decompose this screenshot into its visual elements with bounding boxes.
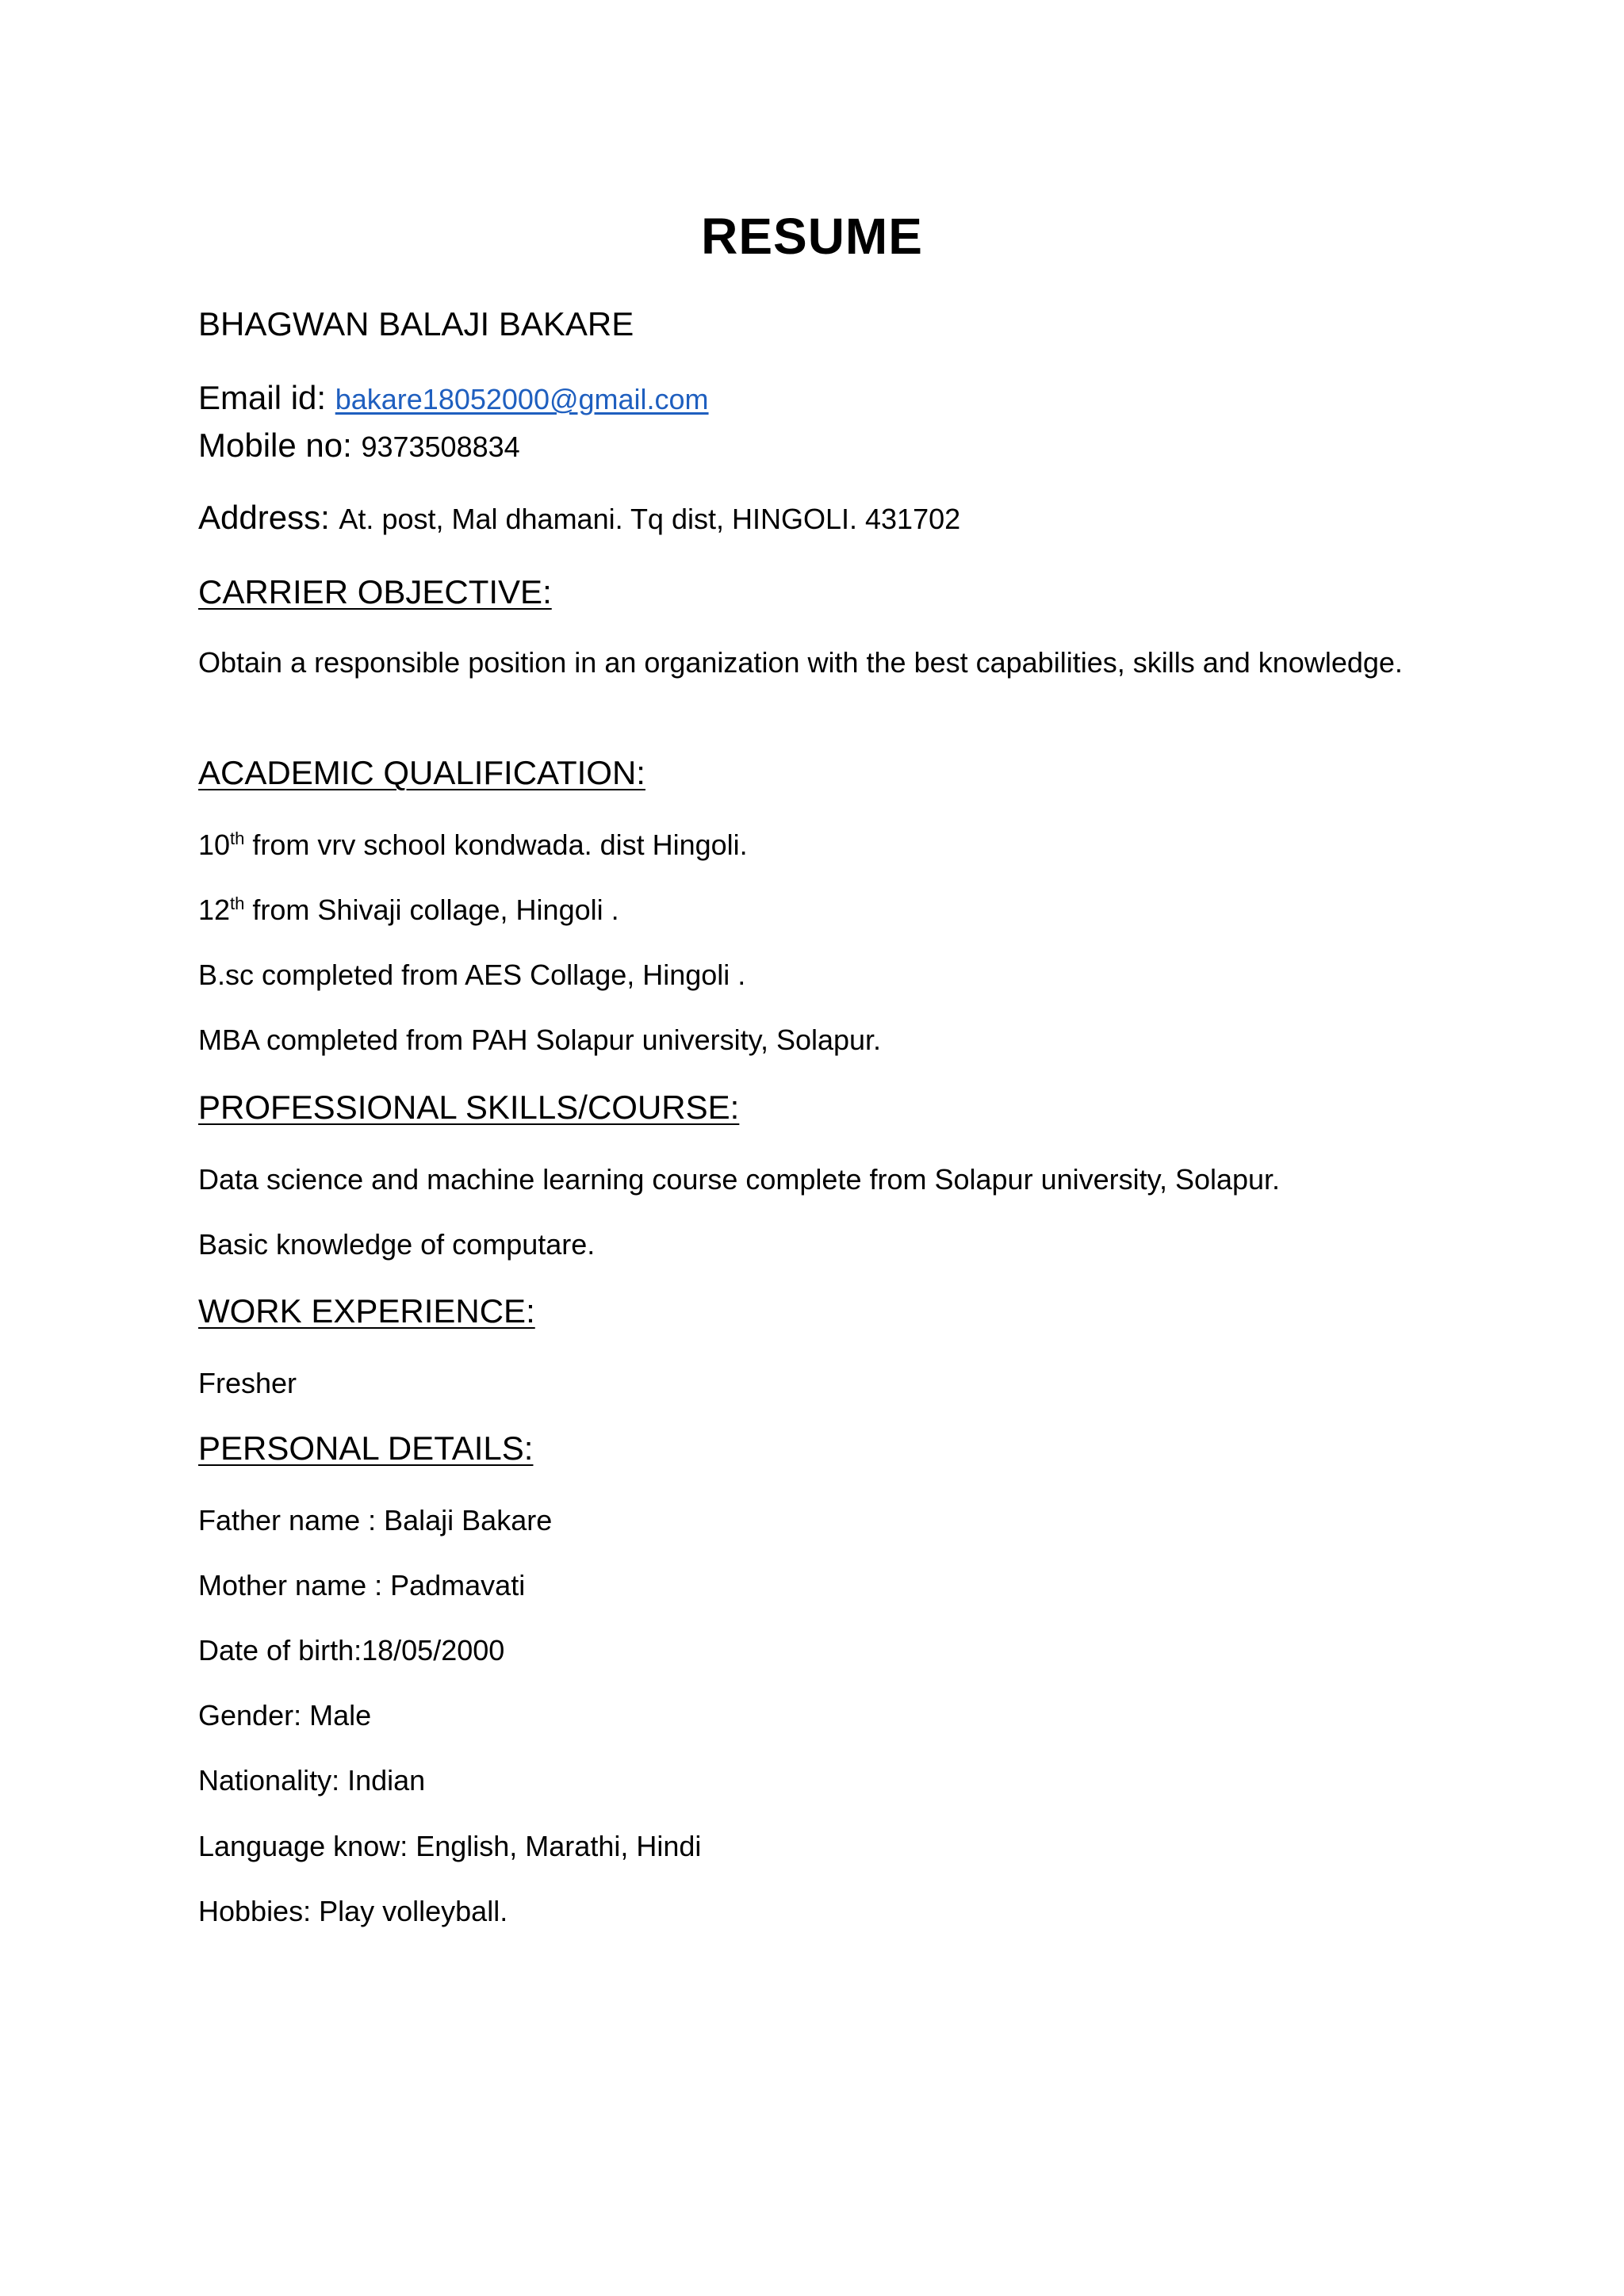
academic-text: B.sc completed from AES Collage, Hingoli .	[198, 959, 746, 991]
address-row	[198, 496, 960, 541]
personal-item-mother: Mother name : Padmavati	[198, 1569, 526, 1601]
academic-item	[198, 957, 745, 993]
academic-sup: th	[230, 828, 245, 848]
candidate-name: BHAGWAN BALAJI BAKARE	[198, 305, 634, 342]
academic-num: 10	[198, 828, 231, 861]
address-value: At. post, Mal dhamani. Tq dist, HINGOLI. 431702	[339, 503, 961, 535]
academic-num: 12	[198, 894, 231, 926]
skills-item: Data science and machine learning course complete from Solapur university, Solapur.	[198, 1163, 1281, 1196]
personal-item-language: Language know: English, Marathi, Hindi	[198, 1830, 702, 1862]
mobile-row	[198, 424, 520, 469]
academic-item	[198, 827, 748, 863]
skills-heading: PROFESSIONAL SKILLS/COURSE:	[198, 1089, 740, 1126]
email-row	[198, 377, 709, 421]
objective-text: Obtain a responsible position in an organization with the best capabilities, skills and knowledge.	[198, 646, 1403, 679]
academic-item	[198, 892, 619, 928]
objective-heading: CARRIER OBJECTIVE:	[198, 573, 552, 610]
address-label: Address:	[198, 499, 339, 536]
personal-heading: PERSONAL DETAILS:	[198, 1429, 534, 1467]
personal-item-nationality: Nationality: Indian	[198, 1764, 426, 1797]
academic-item	[198, 1022, 881, 1058]
page-title: RESUME	[701, 208, 923, 265]
email-label: Email id:	[198, 379, 335, 416]
personal-item-hobbies: Hobbies: Play volleyball.	[198, 1895, 508, 1927]
mobile-number: 9373508834	[361, 430, 520, 463]
mobile-label: Mobile no:	[198, 427, 362, 464]
academic-sup: th	[230, 894, 245, 913]
email-link[interactable]: bakare18052000@gmail.com	[335, 383, 709, 415]
academic-heading: ACADEMIC QUALIFICATION:	[198, 754, 645, 791]
personal-item-dob: Date of birth:18/05/2000	[198, 1634, 505, 1667]
academic-text: from Shivaji collage, Hingoli .	[244, 894, 619, 926]
personal-item-father: Father name : Balaji Bakare	[198, 1504, 553, 1536]
personal-item-gender: Gender: Male	[198, 1699, 372, 1732]
experience-text: Fresher	[198, 1367, 297, 1399]
skills-item: Basic knowledge of computare.	[198, 1228, 596, 1261]
experience-heading: WORK EXPERIENCE:	[198, 1292, 535, 1330]
academic-text: from vrv school kondwada. dist Hingoli.	[244, 828, 748, 861]
academic-text: MBA completed from PAH Solapur university, Solapur.	[198, 1024, 882, 1056]
